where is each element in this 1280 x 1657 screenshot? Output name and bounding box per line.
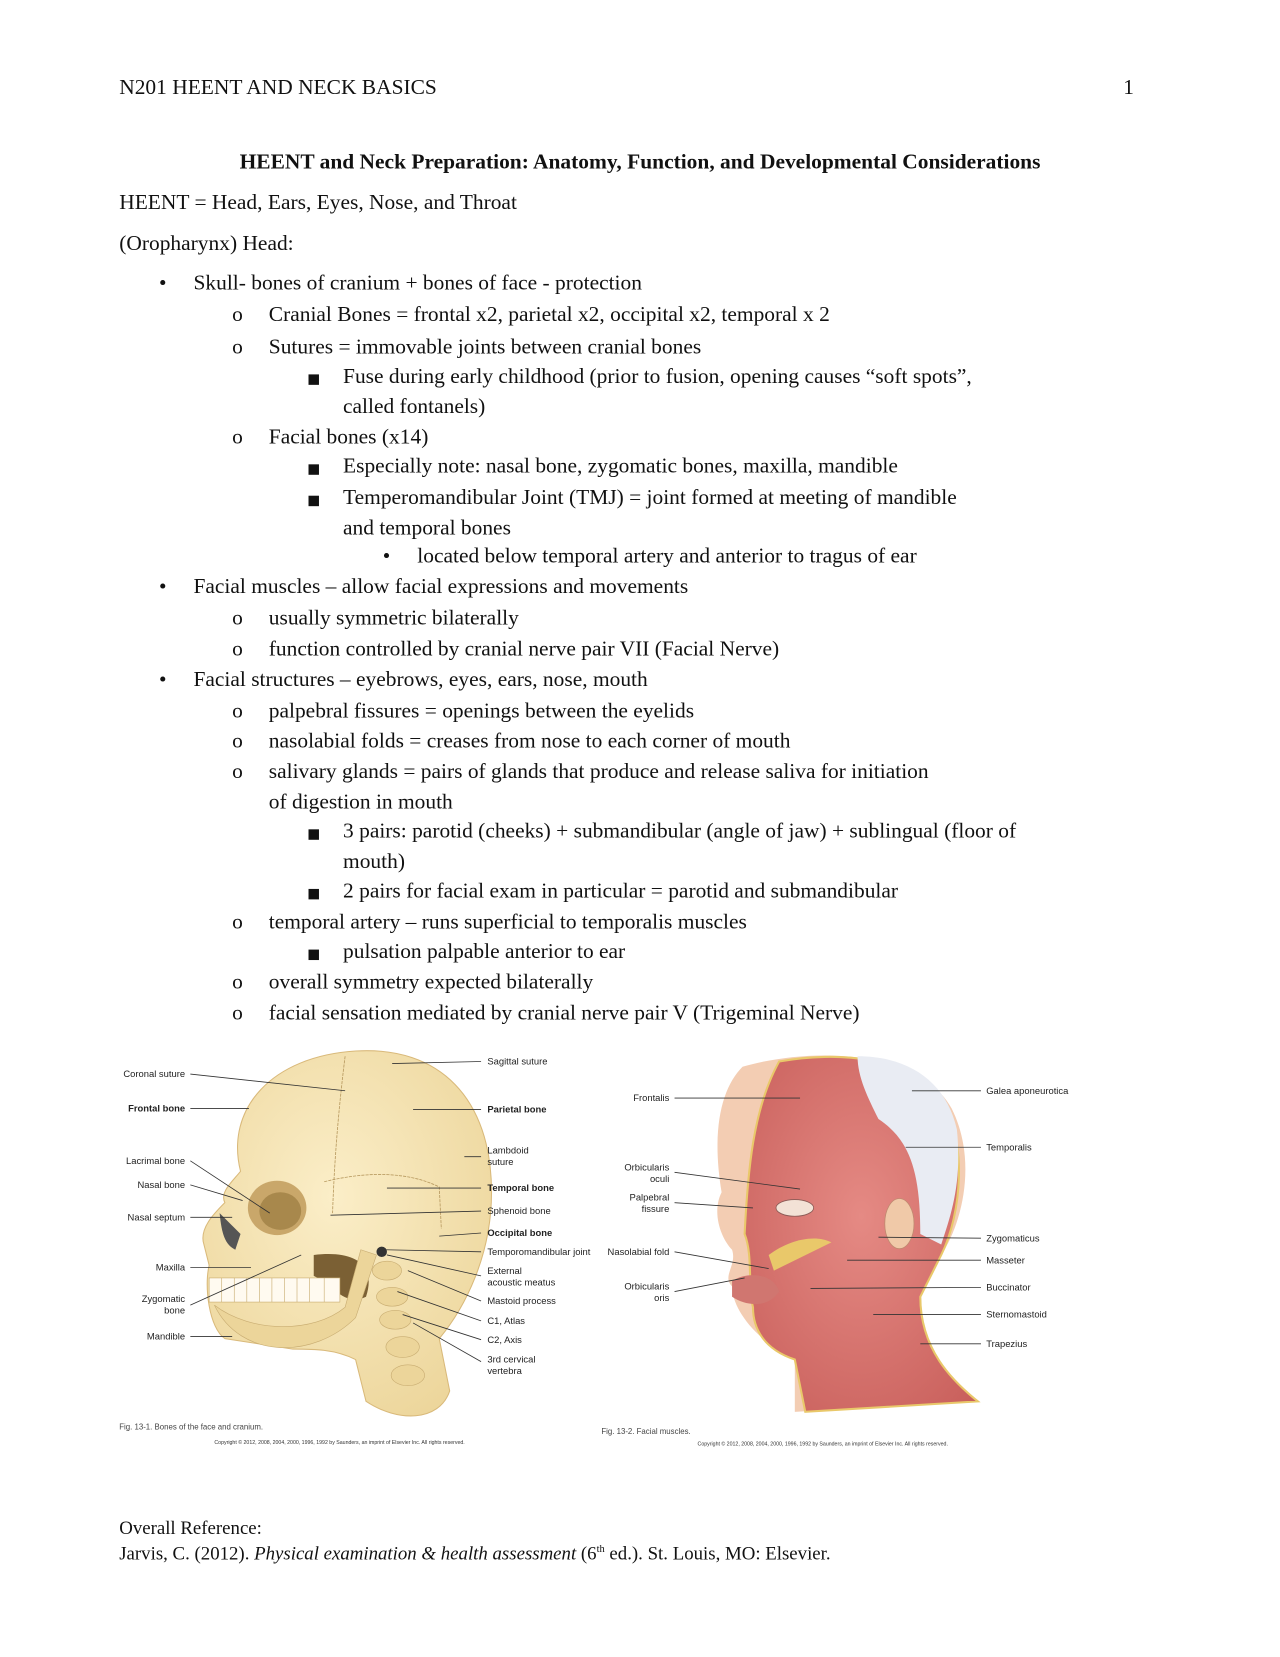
label-line: Lambdoid	[487, 1145, 529, 1156]
circle-bullet-icon: o	[232, 1001, 243, 1025]
label-line: bone	[164, 1304, 186, 1316]
circle-bullet-icon: o	[232, 910, 243, 934]
label-coronal-suture: Coronal suture	[123, 1068, 186, 1080]
label-temporal-bone: Temporal bone	[487, 1182, 555, 1194]
label-line: vertebra	[487, 1365, 522, 1376]
running-head: N201 HEENT AND NECK BASICS	[119, 76, 437, 100]
outline-line: palpebral fissures = openings between the eyelids	[268, 699, 695, 723]
outline-line: temporal artery – runs superficial to temporalis muscles	[268, 910, 747, 934]
citation-publisher: ed.). St. Louis, MO: Elsevier.	[604, 1542, 831, 1564]
label-nasal-bone: Nasal bone	[137, 1179, 186, 1191]
page-number: 1	[1123, 76, 1134, 100]
outline-line: Facial structures – eyebrows, eyes, ears, nose, mouth	[193, 668, 648, 692]
label-lambdoid-suture	[487, 1145, 528, 1167]
outline-line: called fontanels)	[343, 395, 486, 419]
figure-copyright: Copyright © 2012, 2008, 2004, 2000, 1996, 1992 by Saunders, an imprint of Elsevier Inc. All rights reserved.	[214, 1440, 465, 1447]
outline-line: nasolabial folds = creases from nose to each corner of mouth	[268, 729, 791, 753]
label-trapezius: Trapezius	[986, 1338, 1028, 1350]
label-line: External	[487, 1265, 522, 1276]
outline-line: function controlled by cranial nerve pair VII (Facial Nerve)	[268, 637, 780, 661]
outline-line: overall symmetry expected bilaterally	[268, 970, 594, 994]
outline-line: located below temporal artery and anterior to tragus of ear	[417, 544, 917, 568]
document-title: HEENT and Neck Preparation: Anatomy, Function, and Developmental Considerations	[239, 150, 1041, 174]
label-sagittal-suture: Sagittal suture	[487, 1056, 548, 1067]
outline-line: usually symmetric bilaterally	[268, 606, 519, 630]
outline-line: Facial muscles – allow facial expressions and movements	[193, 575, 689, 599]
label-line: Zygomatic	[141, 1293, 186, 1305]
label-line: Palpebral	[629, 1192, 670, 1203]
figure-copyright: Copyright © 2012, 2008, 2004, 2000, 1996, 1992 by Saunders, an imprint of Elsevier Inc. All rights reserved.	[697, 1441, 948, 1448]
citation-title: Physical examination & health assessment	[254, 1542, 577, 1564]
label-galea-aponeurotica: Galea aponeurotica	[986, 1085, 1069, 1096]
circle-bullet-icon: o	[232, 335, 243, 359]
outline-line: Facial bones (x14)	[268, 425, 429, 449]
label-c2-axis: C2, Axis	[487, 1334, 522, 1345]
label-sphenoid-bone: Sphenoid bone	[487, 1205, 551, 1217]
outline-line: Sutures = immovable joints between cranial bones	[268, 335, 702, 359]
label-lacrimal-bone: Lacrimal bone	[125, 1155, 186, 1167]
label-orbicularis-oculi	[565, 1162, 670, 1184]
outline-line: mouth)	[343, 850, 405, 874]
bullet-icon: •	[158, 668, 167, 692]
citation-author: Jarvis, C. (2012).	[119, 1542, 255, 1564]
label-frontal-bone: Frontal bone	[128, 1103, 186, 1114]
label-parietal-bone: Parietal bone	[487, 1104, 547, 1115]
label-palpebral-fissure	[565, 1192, 670, 1214]
label-sternomastoid: Sternomastoid	[986, 1309, 1047, 1320]
outline-line: pulsation palpable anterior to ear	[343, 940, 626, 964]
outline-line: Temperomandibular Joint (TMJ) = joint formed at meeting of mandible	[343, 486, 957, 510]
label-line: acoustic meatus	[487, 1276, 556, 1287]
reference-citation	[119, 1543, 830, 1565]
label-maxilla: Maxilla	[155, 1262, 186, 1273]
label-3rd-cervical-vertebra	[487, 1354, 535, 1376]
bullet-icon: •	[158, 575, 167, 599]
outline-line: HEENT = Head, Ears, Eyes, Nose, and Throat	[119, 191, 517, 215]
label-zygomaticus: Zygomaticus	[986, 1232, 1040, 1244]
label-line: Orbicularis	[624, 1161, 670, 1173]
bullet-icon: •	[158, 271, 167, 295]
label-buccinator: Buccinator	[986, 1282, 1031, 1293]
circle-bullet-icon: o	[232, 303, 243, 327]
outline-line: and temporal bones	[343, 516, 511, 540]
label-nasal-septum: Nasal septum	[127, 1212, 186, 1223]
label-nasolabial-fold: Nasolabial fold	[607, 1246, 670, 1258]
outline-line: 2 pairs for facial exam in particular = parotid and submandibular	[343, 879, 899, 903]
outline-line: Especially note: nasal bone, zygomatic bones, maxilla, mandible	[343, 454, 898, 478]
label-masseter: Masseter	[986, 1254, 1025, 1266]
label-orbicularis-oris	[565, 1281, 670, 1303]
circle-bullet-icon: o	[232, 729, 243, 753]
outline-line: Skull- bones of cranium + bones of face - protection	[193, 271, 642, 295]
circle-bullet-icon: o	[232, 970, 243, 994]
reference-heading: Overall Reference:	[119, 1517, 262, 1539]
label-frontalis: Frontalis	[633, 1092, 670, 1104]
label-mastoid-process: Mastoid process	[487, 1295, 556, 1307]
label-mandible: Mandible	[146, 1331, 186, 1342]
citation-superscript: th	[596, 1543, 605, 1556]
label-line: 3rd cervical	[487, 1354, 536, 1365]
label-line: Orbicularis	[624, 1281, 670, 1292]
citation-edition: (6	[576, 1542, 597, 1564]
circle-bullet-icon: o	[232, 606, 243, 630]
outline-line: (Oropharynx) Head:	[119, 232, 294, 256]
circle-bullet-icon: o	[232, 425, 243, 449]
circle-bullet-icon: o	[232, 760, 243, 784]
label-line: oris	[654, 1292, 670, 1303]
label-zygomatic-bone	[84, 1294, 185, 1316]
outline-line: facial sensation mediated by cranial nerve pair V (Trigeminal Nerve)	[268, 1001, 860, 1025]
label-temporalis: Temporalis	[986, 1142, 1032, 1153]
label-tmj: Temporomandibular joint	[487, 1246, 591, 1258]
label-external-acoustic-meatus	[487, 1265, 555, 1287]
outline-line: of digestion in mouth	[268, 790, 453, 814]
outline-line: Fuse during early childhood (prior to fusion, opening causes “soft spots”,	[343, 364, 972, 388]
label-line: fissure	[641, 1203, 670, 1214]
label-line: oculi	[649, 1172, 670, 1184]
circle-bullet-icon: o	[232, 637, 243, 661]
outline-line: Cranial Bones = frontal x2, parietal x2, occipital x2, temporal x 2	[268, 303, 830, 327]
figure-caption: Fig. 13-2. Facial muscles.	[601, 1426, 691, 1436]
outline-line: salivary glands = pairs of glands that produce and release saliva for initiation	[268, 760, 929, 784]
circle-bullet-icon: o	[232, 699, 243, 723]
figure-caption: Fig. 13-1. Bones of the face and cranium.	[119, 1422, 264, 1432]
label-occipital-bone: Occipital bone	[487, 1227, 553, 1239]
label-line: suture	[487, 1156, 514, 1167]
bullet-icon: •	[382, 544, 391, 568]
outline-line: 3 pairs: parotid (cheeks) + submandibular (angle of jaw) + sublingual (floor of	[343, 819, 1017, 843]
label-c1-atlas: C1, Atlas	[487, 1315, 526, 1327]
